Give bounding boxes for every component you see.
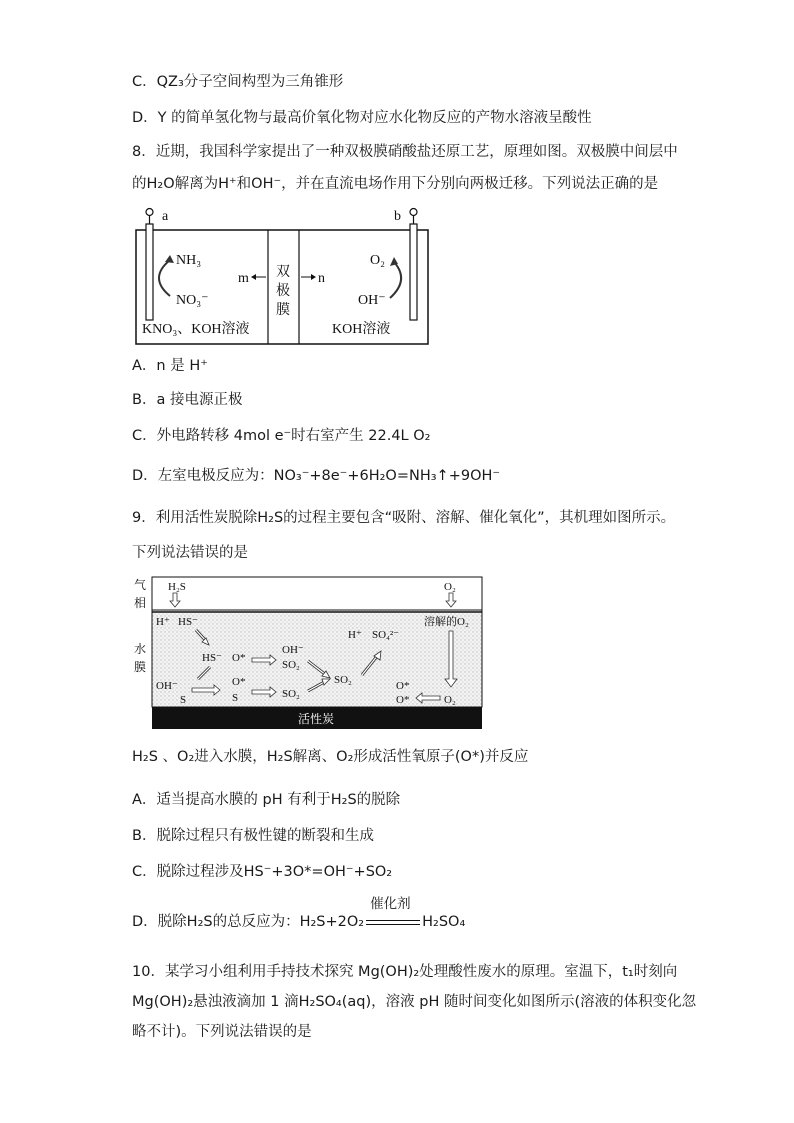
q9-d-equal-bottom (366, 924, 420, 925)
q10-stem-line3: 略不计)。下列说法错误的是 (132, 1024, 312, 1040)
q9-option-a: A．适当提高水膜的 pH 有利于H₂S的脱除 (132, 792, 401, 808)
so2-1: SO₂ (282, 659, 300, 671)
left-curved-arrow (159, 260, 170, 296)
q9-d-condition (364, 896, 422, 932)
left-reactant: NO₃⁻ (176, 293, 209, 308)
gas-phase-region (152, 577, 482, 610)
membrane-char-1: 双 (276, 265, 290, 280)
q7-option-d: D．Y 的简单氢化物与最高价氧化物对应水化物反应的产物水溶液呈酸性 (132, 110, 592, 126)
o-star-4: O* (396, 694, 410, 706)
q8-option-c: C．外电路转移 4mol e⁻时右室产生 22.4L O₂ (132, 428, 431, 444)
q9-option-b: B．脱除过程只有极性键的断裂和生成 (132, 828, 374, 844)
water-film-label-1: 水 (134, 642, 147, 656)
oh-minus-2: OH⁻ (156, 680, 178, 692)
m-arrowhead (251, 274, 256, 280)
so2-center: SO₂ (334, 674, 352, 686)
q10-stem-line2: Mg(OH)₂悬浊液滴加 1 滴H₂SO₄(aq)，溶液 pH 随时间变化如图所示(溶液的体积变化忽 (132, 994, 697, 1010)
h-plus-2: H⁺ (348, 629, 362, 641)
electrode-a-label: a (162, 209, 169, 224)
so2-2: SO₂ (282, 688, 300, 700)
q8-stem-line2: 的H₂O解离为H⁺和OH⁻，并在直流电场作用下分别向两极迁移。下列说法正确的是 (132, 176, 659, 192)
activated-carbon-figure (132, 575, 484, 733)
n-arrowhead (311, 274, 316, 280)
q8-option-d: D．左室电极反应为：NO₃⁻+8e⁻+6H₂O=NH₃↑+9OH⁻ (132, 468, 501, 484)
right-curved-arrow (390, 262, 401, 298)
o-star-2: O* (232, 676, 246, 688)
hs-minus-2: HS⁻ (202, 652, 222, 664)
o2-bottom: O₂ (444, 694, 456, 706)
s-1: S (180, 694, 187, 706)
electrode-a (146, 224, 153, 320)
q8-option-a: A．n 是 H⁺ (132, 358, 208, 374)
q9-option-d (132, 896, 466, 932)
q8-option-b: B．a 接电源正极 (132, 392, 243, 408)
q9-stem-line2: 下列说法错误的是 (132, 545, 248, 561)
o2-gas: O₂ (444, 581, 456, 593)
q9-d-equal-top (366, 920, 420, 921)
q9-d-prefix: D．脱除H₂S的总反应为：H₂S+2O₂ (132, 914, 365, 930)
q7-option-c: C．QZ₃分子空间构型为三角锥形 (132, 74, 344, 90)
so4-ion: SO₄²⁻ (372, 629, 400, 641)
h2s-gas: H₂S (168, 581, 186, 593)
membrane-char-2: 极 (276, 284, 290, 299)
dissolved-o2: 溶解的O₂ (424, 616, 469, 628)
s-2: S (232, 692, 239, 704)
gas-phase-label-1: 气 (134, 578, 147, 592)
q9-note: H₂S 、O₂进入水膜，H₂S解离、O₂形成活性氧原子(O*)并反应 (132, 749, 529, 765)
left-solution-label: KNO₃、KOH溶液 (142, 322, 250, 337)
q9-option-c: C．脱除过程涉及HS⁻+3O*=OH⁻+SO₂ (132, 864, 393, 880)
h-plus-1: H⁺ (156, 616, 170, 628)
electrode-b-terminal (410, 209, 417, 216)
m-label: m (238, 271, 249, 286)
q10-stem-line1: 10．某学习小组利用手持技术探究 Mg(OH)₂处理酸性废水的原理。室温下，t₁时刻向 (132, 964, 678, 980)
n-label: n (318, 271, 325, 286)
q9-d-catalyst: 催化剂 (370, 896, 411, 912)
hs-minus-1: HS⁻ (178, 616, 198, 628)
bipolar-membrane-figure (132, 206, 432, 346)
right-reactant: OH⁻ (358, 293, 386, 308)
q9-d-suffix: H₂SO₄ (422, 914, 466, 930)
carbon-label: 活性炭 (298, 712, 335, 726)
left-arrowhead (165, 255, 174, 263)
water-film-label-2: 膜 (134, 660, 147, 674)
membrane-char-3: 膜 (276, 303, 290, 318)
q9-stem-line1: 9．利用活性炭脱除H₂S的过程主要包含“吸附、溶解、催化氧化”，其机理如图所示。 (132, 510, 676, 526)
electrode-a-terminal (146, 209, 153, 216)
q8-stem-line1: 8．近期，我国科学家提出了一种双极膜硝酸盐还原工艺，原理如图。双极膜中间层中 (132, 144, 678, 160)
right-solution-label: KOH溶液 (332, 322, 391, 337)
oh-minus-1: OH⁻ (282, 644, 304, 656)
electrode-b-label: b (394, 209, 401, 224)
left-product: NH₃ (176, 253, 202, 268)
o-star-3: O* (396, 680, 410, 692)
o-star-1: O* (232, 652, 246, 664)
electrode-b (410, 224, 417, 320)
gas-phase-label-2: 相 (134, 596, 147, 610)
right-product: O₂ (370, 253, 385, 268)
